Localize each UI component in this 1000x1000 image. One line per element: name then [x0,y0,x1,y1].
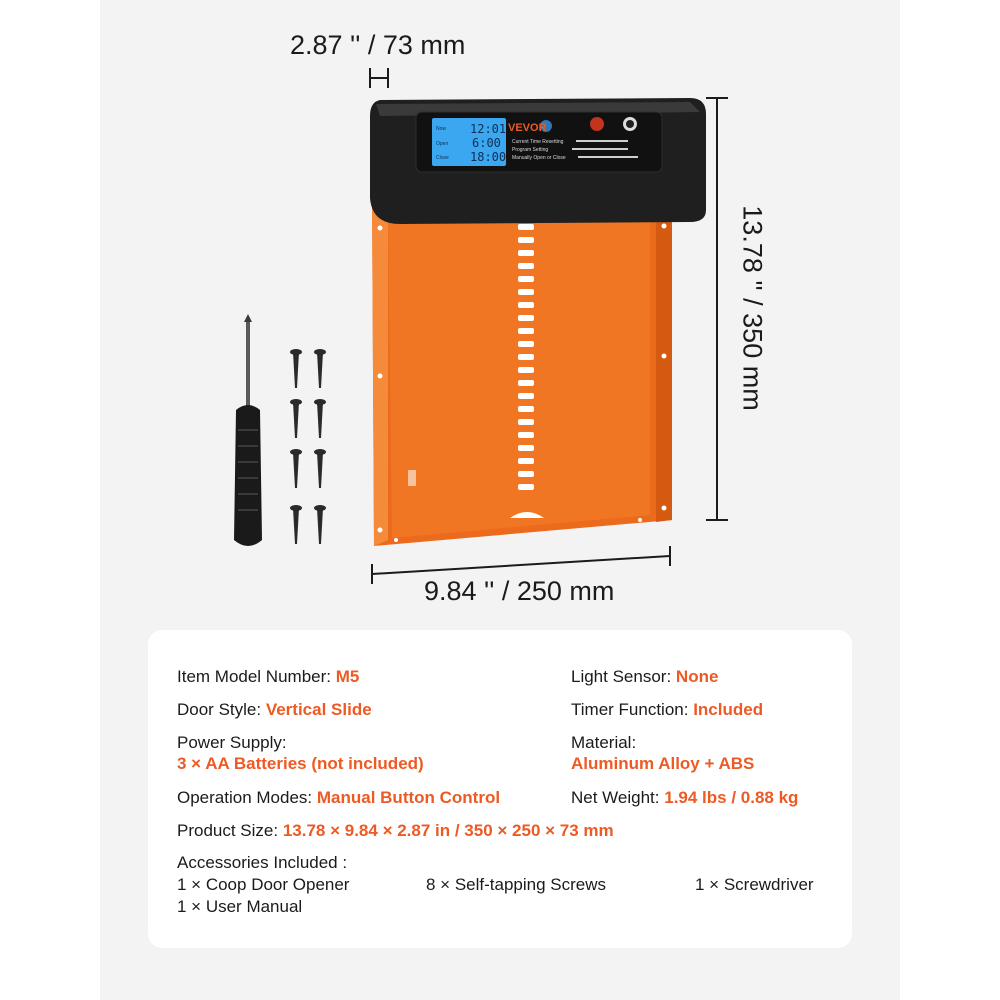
screwdriver-icon [234,314,262,546]
height-dimension-label: 13.78 '' / 350 mm [737,205,768,411]
lcd-line-1: 12:01 [470,122,507,136]
lcd-line-3: 18:00 [470,150,507,164]
height-dimension-line [706,98,728,520]
panel-instruction-1: Current Time Resetting [512,139,564,145]
spec-operation-value: Manual Button Control [316,788,501,807]
accessory-item: 1 × User Manual [177,897,303,916]
spec-material-label: Material: [571,733,637,752]
spec-power-label: Power Supply: [177,733,287,752]
control-housing [370,98,706,224]
accessory-item: 8 × Self-tapping Screws [426,875,607,894]
spec-light-sensor [571,666,718,687]
spec-door-style [177,699,372,720]
accessory-item: 1 × Coop Door Opener [177,875,350,894]
spec-model-value: M5 [335,667,360,686]
spec-light-value: None [675,667,719,686]
spec-weight [571,787,798,808]
spec-timer-value: Included [693,700,764,719]
spec-material-value: Aluminum Alloy + ABS [571,754,755,773]
width-dimension-label: 9.84 '' / 250 mm [424,576,615,606]
spec-weight-value: 1.94 lbs / 0.88 kg [664,788,799,807]
lcd-label-close: Close [436,155,449,161]
spec-size-label: Product Size: [177,821,279,840]
depth-dimension-label: 2.87 '' / 73 mm [290,30,466,60]
door-plate [372,200,672,546]
spec-size [177,820,614,841]
spec-timer [571,699,763,720]
spec-size-value: 13.78 × 9.84 × 2.87 in / 350 × 250 × 73 mm [282,821,614,840]
spec-model [177,666,359,687]
spec-door-label: Door Style: [177,700,262,719]
spec-weight-label: Net Weight: [571,788,660,807]
depth-dimension-line [370,68,388,88]
lcd-label-now: Now [436,126,447,132]
spec-operation [177,787,500,808]
spec-door-value: Vertical Slide [265,700,372,719]
lcd-line-2: 6:00 [472,136,501,150]
screws-icon [290,349,326,544]
accessory-item: 1 × Screwdriver [695,875,814,894]
spec-light-label: Light Sensor: [571,667,672,686]
spec-model-label: Item Model Number: [177,667,331,686]
spec-operation-label: Operation Modes: [177,788,313,807]
spec-power-value: 3 × AA Batteries (not included) [177,754,424,773]
lcd-label-open: Open [436,141,449,147]
spec-timer-label: Timer Function: [571,700,689,719]
panel-instruction-3: Manually Open or Close [512,155,566,161]
accessories-label: Accessories Included : [177,853,348,872]
panel-instruction-2: Program Setting [512,147,549,153]
panel-brand: VEVOR [508,122,547,134]
